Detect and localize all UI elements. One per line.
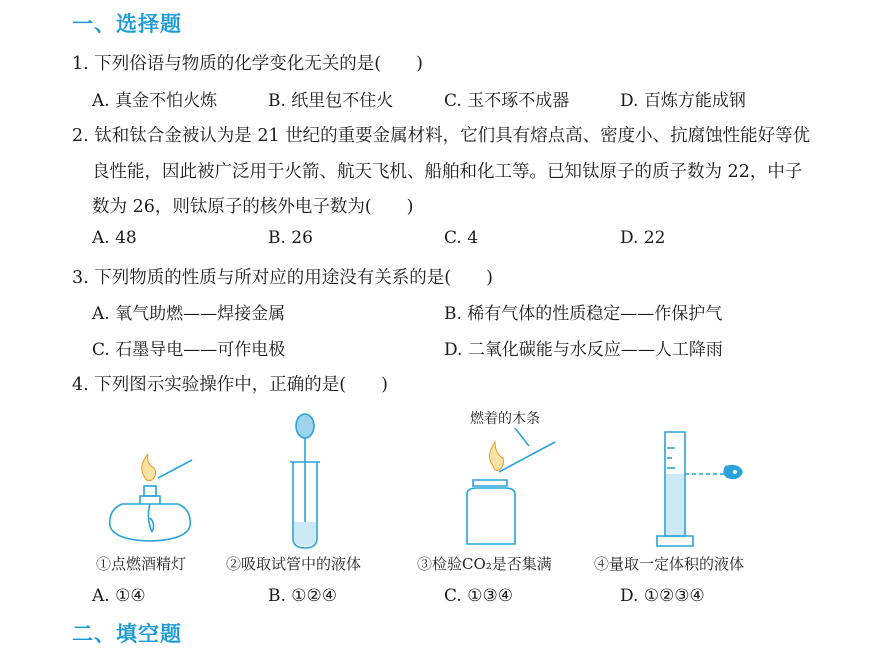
- q2-option-c[interactable]: C. 4: [444, 228, 479, 248]
- section-heading-fill: 二、填空题: [72, 622, 182, 646]
- graduated-cylinder-icon: [655, 428, 755, 550]
- question-3-text: 3. 下列物质的性质与所对应的用途没有关系的是( ): [72, 268, 493, 288]
- q1-option-b[interactable]: B. 纸里包不住火: [268, 91, 394, 111]
- q4-option-d[interactable]: D. ①②③④: [620, 586, 705, 606]
- figure-gas-jar: [455, 428, 565, 548]
- figure-dropper-test-tube: [285, 412, 325, 552]
- caption-3: ③检验CO₂是否集满: [417, 555, 552, 573]
- gas-jar-icon: [455, 428, 565, 548]
- section-heading-choice: 一、选择题: [72, 12, 182, 36]
- q4-option-a[interactable]: A. ①④: [92, 586, 146, 606]
- caption-1: ①点燃酒精灯: [96, 555, 187, 573]
- q1-option-a[interactable]: A. 真金不怕火炼: [92, 91, 218, 111]
- figure-alcohol-lamp: [100, 448, 200, 548]
- question-4-text: 4. 下列图示实验操作中，正确的是( ): [72, 375, 388, 395]
- q3-option-b[interactable]: B. 稀有气体的性质稳定——作保护气: [444, 304, 723, 324]
- q3-option-a[interactable]: A. 氧气助燃——焊接金属: [92, 304, 286, 324]
- q2-option-b[interactable]: B. 26: [268, 228, 313, 248]
- question-1-text: 1. 下列俗语与物质的化学变化无关的是( ): [72, 54, 423, 74]
- q2-option-d[interactable]: D. 22: [620, 228, 666, 248]
- q3-option-c[interactable]: C. 石墨导电——可作电极: [92, 340, 286, 360]
- caption-2: ②吸取试管中的液体: [226, 555, 362, 573]
- q1-option-d[interactable]: D. 百炼方能成钢: [620, 91, 746, 111]
- q1-option-c[interactable]: C. 玉不琢不成器: [444, 91, 570, 111]
- dropper-icon: [285, 412, 325, 552]
- figure-3-label: 燃着的木条: [470, 411, 540, 427]
- alcohol-lamp-icon: [100, 448, 200, 548]
- q4-option-c[interactable]: C. ①③④: [444, 586, 513, 606]
- caption-4: ④量取一定体积的液体: [594, 555, 745, 573]
- q4-option-b[interactable]: B. ①②④: [268, 586, 338, 606]
- question-2-line-2: 良性能，因此被广泛用于火箭、航天飞机、船舶和化工等。已知钛原子的质子数为 22，中子: [92, 162, 803, 182]
- question-2-line-3: 数为 26，则钛原子的核外电子数为( ): [92, 197, 414, 217]
- question-2-line-1: 2. 钛和钛合金被认为是 21 世纪的重要金属材料，它们具有熔点高、密度小、抗腐蚀性能好等优: [72, 126, 811, 146]
- figure-graduated-cylinder: [655, 428, 755, 550]
- q2-option-a[interactable]: A. 48: [92, 228, 137, 248]
- q3-option-d[interactable]: D. 二氧化碳能与水反应——人工降雨: [444, 340, 723, 360]
